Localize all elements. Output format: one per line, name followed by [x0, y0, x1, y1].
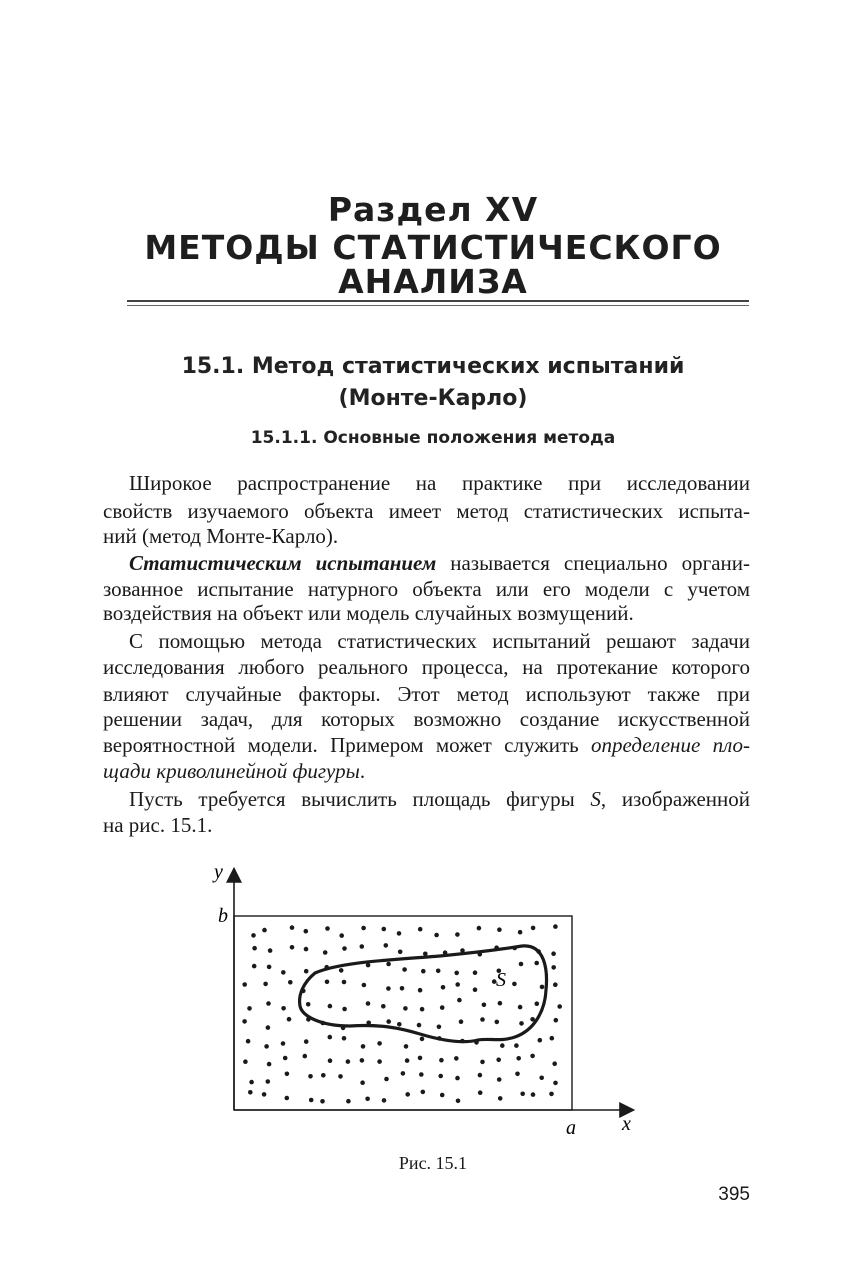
random-point: [549, 1092, 554, 1097]
italic-phrase: определение пло-: [591, 733, 751, 757]
random-point: [520, 1092, 525, 1097]
paragraph-line: [103, 732, 750, 758]
random-point: [377, 1041, 382, 1046]
random-point: [323, 950, 328, 955]
random-point: [518, 1005, 523, 1010]
random-point: [420, 1037, 425, 1042]
random-point: [320, 1099, 325, 1104]
random-point: [437, 1025, 442, 1030]
section-rule-thick: [127, 300, 749, 302]
random-point: [342, 946, 347, 951]
random-point: [246, 1039, 251, 1044]
random-point: [473, 987, 478, 992]
random-point: [262, 1092, 267, 1097]
random-point: [478, 1090, 483, 1095]
random-point: [557, 1004, 562, 1009]
random-point: [455, 982, 460, 987]
s-label: S: [496, 969, 506, 991]
random-point: [550, 1036, 555, 1041]
random-point: [366, 1001, 371, 1006]
random-point: [384, 1077, 389, 1082]
section-title: Раздел XV: [327, 190, 539, 229]
random-point: [382, 1098, 387, 1103]
random-point: [306, 1002, 311, 1007]
random-point: [360, 1080, 365, 1085]
random-point: [281, 1041, 286, 1046]
paragraph-text: .: [359, 759, 366, 783]
random-point: [539, 1076, 544, 1081]
random-point: [477, 926, 482, 931]
random-point: [531, 926, 536, 931]
variable-s: S: [590, 787, 601, 811]
random-point: [436, 969, 441, 974]
random-point: [386, 1019, 391, 1024]
b-tick-label: b: [218, 905, 228, 927]
random-point: [457, 998, 462, 1003]
random-point: [242, 1019, 247, 1024]
random-point: [309, 1098, 314, 1103]
random-point: [339, 933, 344, 938]
random-point: [402, 967, 407, 972]
figure-s-outline: [300, 946, 547, 1042]
random-point: [304, 969, 309, 974]
subsection-heading: 15.1.1. Основные положения метода: [250, 428, 616, 448]
paragraph-line: [103, 758, 750, 784]
random-point: [441, 985, 446, 990]
random-point: [398, 950, 403, 955]
paragraph-line: Широкое распространение на практике при исследовании: [129, 471, 750, 495]
random-point: [397, 1022, 402, 1027]
random-point: [421, 1090, 426, 1095]
random-point: [480, 1060, 485, 1065]
random-point: [531, 1092, 536, 1097]
random-point: [478, 1073, 483, 1078]
random-point: [403, 1006, 408, 1011]
random-point: [266, 1001, 271, 1006]
random-point: [360, 944, 365, 949]
random-point: [339, 968, 344, 973]
random-point: [455, 932, 460, 937]
random-point: [262, 928, 267, 933]
monte-carlo-figure: [0, 850, 866, 1150]
random-point: [382, 927, 387, 932]
random-point: [434, 933, 439, 938]
random-point: [285, 1096, 290, 1101]
section-subtitle-line1: МЕТОДЫ СТАТИСТИЧЕСКОГО: [144, 228, 722, 267]
paragraph-line: воздействия на объект или модель случайных возмущений.: [103, 601, 634, 625]
random-point: [454, 1056, 459, 1061]
random-point: [401, 1071, 406, 1076]
random-point: [535, 1001, 540, 1006]
paragraph-line: свойств изучаемого объекта имеет метод статистических испыта-: [103, 499, 750, 523]
random-point: [554, 1018, 559, 1023]
random-point: [455, 1076, 460, 1081]
random-point: [386, 986, 391, 991]
random-point: [553, 982, 558, 987]
random-point: [360, 1058, 365, 1063]
random-point: [321, 1073, 326, 1078]
random-point: [342, 1007, 347, 1012]
paragraph-line: решении задач, для которых возможно создание искусственной: [103, 707, 750, 731]
random-point: [328, 1035, 333, 1040]
section-rule-thin: [127, 305, 749, 306]
random-point: [456, 1099, 461, 1104]
random-point: [281, 970, 286, 975]
random-point: [516, 1056, 521, 1061]
random-point: [534, 961, 539, 966]
paragraph-line: ний (метод Монте-Карло).: [103, 524, 339, 548]
term-definition: Статистическим испытанием: [129, 551, 437, 575]
random-point: [495, 1020, 500, 1025]
random-point: [498, 1001, 503, 1006]
random-point: [512, 982, 517, 987]
random-point: [290, 925, 295, 930]
random-point: [421, 969, 426, 974]
figure-caption: Рис. 15.1: [398, 1153, 468, 1173]
random-points: [242, 924, 562, 1103]
paragraph-line: зованное испытание натурного объекта или его модели с учетом: [103, 577, 750, 601]
chapter-heading-line2: (Монте-Карло): [338, 386, 528, 411]
random-point: [325, 980, 330, 985]
random-point: [264, 1044, 269, 1049]
random-point: [361, 1044, 366, 1049]
random-point: [518, 930, 523, 935]
random-point: [551, 951, 556, 956]
random-point: [418, 927, 423, 932]
random-point: [420, 1007, 425, 1012]
random-point: [377, 1059, 382, 1064]
paragraph-line: [129, 786, 750, 812]
section-subtitle-line2: АНАЛИЗА: [338, 262, 528, 301]
paragraph-line: на рис. 15.1.: [103, 813, 213, 837]
random-point: [552, 1061, 557, 1066]
random-point: [362, 983, 367, 988]
random-point: [386, 962, 391, 967]
a-tick-label: a: [566, 1117, 576, 1139]
random-point: [454, 971, 459, 976]
italic-phrase: щади криволинейной фигуры: [103, 759, 360, 783]
random-point: [287, 1017, 292, 1022]
random-point: [242, 982, 247, 987]
random-point: [496, 1058, 501, 1063]
random-point: [304, 1039, 309, 1044]
random-point: [405, 1092, 410, 1097]
random-point: [418, 988, 423, 993]
random-point: [497, 927, 502, 932]
random-point: [304, 929, 309, 934]
random-point: [365, 1097, 370, 1102]
random-point: [285, 1072, 290, 1077]
random-point: [243, 1059, 248, 1064]
paragraph-text: вероятностной модели. Примером может служить: [103, 733, 592, 757]
random-point: [266, 1079, 271, 1084]
random-point: [325, 926, 330, 931]
paragraph-line: влияют случайные факторы. Этот метод используют также при: [103, 682, 750, 706]
random-point: [252, 964, 257, 969]
random-point: [417, 1023, 422, 1028]
random-point: [249, 1080, 254, 1085]
random-point: [247, 1006, 252, 1011]
random-point: [303, 1054, 308, 1059]
random-point: [400, 986, 405, 991]
random-point: [248, 1090, 253, 1095]
random-point: [384, 943, 389, 948]
random-point: [438, 1074, 443, 1079]
random-point: [553, 924, 558, 929]
paragraph-text: , изображенной: [600, 787, 751, 811]
random-point: [440, 1005, 445, 1010]
random-point: [473, 970, 478, 975]
random-point: [346, 1099, 351, 1104]
random-point: [283, 1056, 288, 1061]
random-point: [342, 1036, 347, 1041]
random-point: [419, 1072, 424, 1077]
chapter-heading-line1: 15.1. Метод статистических испытаний: [181, 354, 685, 379]
random-point: [405, 1058, 410, 1063]
random-point: [551, 965, 556, 970]
paragraph-line: С помощью метода статистических испытаний решают задачи: [129, 629, 750, 653]
random-point: [482, 1003, 487, 1008]
random-point: [519, 962, 524, 967]
random-point: [480, 1017, 485, 1022]
random-point: [266, 1025, 271, 1030]
random-point: [290, 945, 295, 950]
random-point: [381, 1004, 386, 1009]
random-point: [498, 1096, 503, 1101]
random-point: [514, 1043, 519, 1048]
random-point: [267, 1062, 272, 1067]
random-point: [515, 1072, 520, 1077]
paragraph-text: Пусть требуется вычислить площадь фигуры: [129, 787, 591, 811]
random-point: [530, 1054, 535, 1059]
random-point: [346, 1059, 351, 1064]
random-point: [308, 1074, 313, 1079]
random-point: [553, 1081, 558, 1086]
random-point: [538, 1038, 543, 1043]
random-point: [267, 965, 272, 970]
random-point: [328, 1058, 333, 1063]
random-point: [288, 980, 293, 985]
random-point: [281, 1006, 286, 1011]
random-point: [338, 1074, 343, 1079]
random-point: [418, 1056, 423, 1061]
paragraph-line: исследования любого реального процесса, на протекание которого: [103, 655, 750, 679]
random-point: [342, 980, 347, 985]
random-point: [252, 946, 257, 951]
random-point: [459, 1019, 464, 1024]
random-point: [439, 1058, 444, 1063]
random-point: [251, 933, 256, 938]
random-point: [497, 1077, 502, 1082]
random-point: [404, 1044, 409, 1049]
random-point: [263, 982, 268, 987]
random-point: [500, 1043, 505, 1048]
random-point: [440, 1093, 445, 1098]
page-number: 395: [718, 1184, 750, 1205]
paragraph-text: называется специально органи-: [436, 551, 750, 575]
random-point: [304, 947, 309, 952]
random-point: [361, 926, 366, 931]
random-point: [540, 985, 545, 990]
random-point: [328, 1004, 333, 1009]
random-point: [268, 948, 273, 953]
y-axis-label: y: [214, 861, 223, 883]
random-point: [397, 931, 402, 936]
paragraph-line: [129, 550, 750, 576]
x-axis-label: x: [622, 1113, 631, 1135]
random-point: [519, 1021, 524, 1026]
